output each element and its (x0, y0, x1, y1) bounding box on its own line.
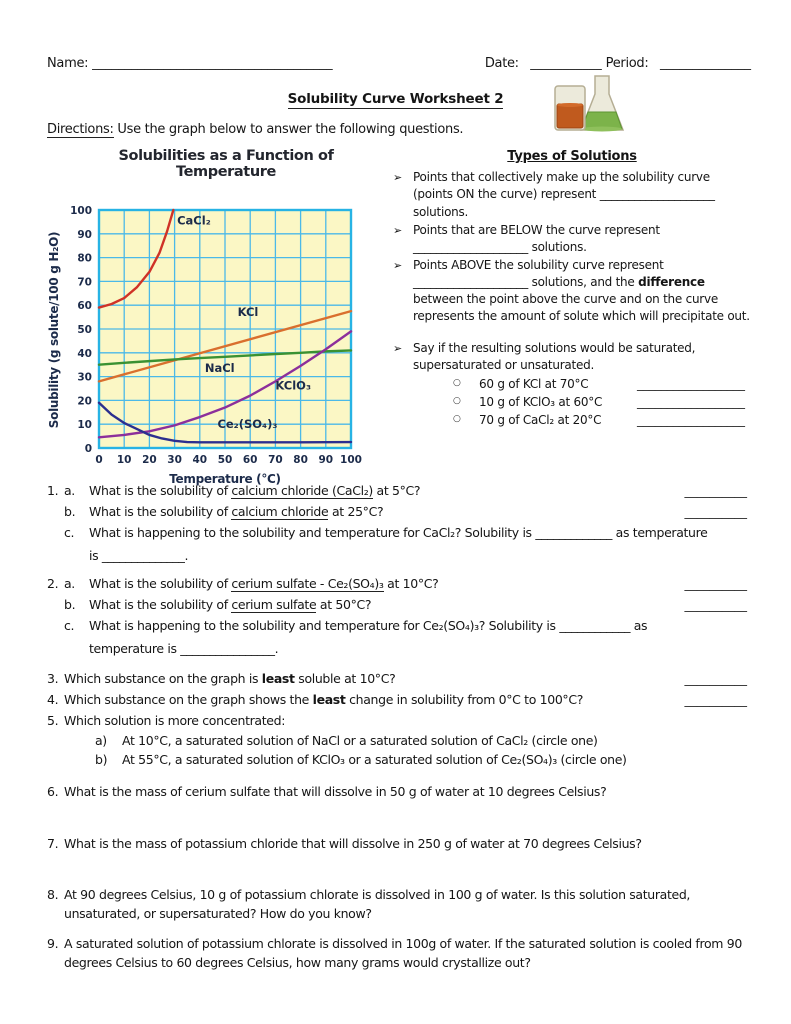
question-1c-cont: is ______________. (89, 548, 189, 564)
svg-text:40: 40 (77, 347, 92, 360)
svg-text:50: 50 (77, 324, 92, 336)
svg-text:80: 80 (77, 252, 92, 265)
svg-text:60: 60 (77, 300, 92, 313)
answer-blank[interactable]: __________ (684, 691, 747, 707)
tos-bullet-below-curve (393, 222, 751, 256)
tos-bullet-on-curve (393, 169, 751, 220)
arrow-bullet-icon: ➢ (393, 171, 402, 185)
svg-text:80: 80 (293, 454, 308, 466)
questions-section (47, 482, 747, 974)
directions-label: Directions: (47, 122, 114, 137)
question-1b: b. What is the solubility of calcium chloride at 25°C? __________ (47, 503, 747, 522)
svg-text:0: 0 (95, 454, 103, 466)
solubility-chart (47, 148, 379, 492)
answer-blank[interactable]: __________ (684, 576, 747, 591)
question-4: 4. Which substance on the graph shows the least change in solubility from 0°C to 100°C? __________ (47, 691, 747, 710)
svg-text:30: 30 (167, 454, 182, 466)
difference-bold-text: difference (638, 274, 705, 289)
page-title: Solubility Curve Worksheet 2 (287, 91, 504, 107)
name-blank[interactable]: _____________________________________ (92, 56, 333, 71)
svg-text:70: 70 (77, 276, 92, 289)
svg-text:40: 40 (192, 454, 208, 466)
svg-text:0: 0 (84, 443, 92, 455)
question-8: 8. At 90 degrees Celsius, 10 g of potassium chlorate is dissolved in 100 g of water. Is this solution saturated, unsaturated, or supersaturated? How do you know? (47, 887, 691, 921)
svg-text:50: 50 (217, 454, 233, 466)
question-7: 7. What is the mass of potassium chloride that will dissolve in 250 g of water at 70 degrees Celsius? (47, 835, 642, 851)
question-5b: b) At 55°C, a saturated solution of KClO₃ or a saturated solution of Ce₂(SO₄)₃ (circle one) (95, 752, 627, 767)
question-2b: b. What is the solubility of cerium sulfate at 50°C? __________ (47, 596, 747, 615)
answer-blank[interactable]: __________ (684, 671, 747, 686)
curve-label-KCl: KCl (237, 304, 259, 319)
saturation-item-kclo3: ○ 10 g of KClO₃ at 60°C __________________ (453, 394, 745, 409)
tos-bullet-above-curve: ➢ Points ABOVE the solubility curve represent ____________________ solutions, and the difference between the point above the curve and on the curve represents the amount of solute which will precipitate out. (393, 257, 751, 325)
name-label: Name: (47, 56, 89, 71)
circle-bullet-icon: ○ (453, 395, 461, 406)
tos-bullet-on-curve-text: Points that collectively make up the solubility curve (points ON the curve) represent ____________________ solutions. (413, 170, 715, 219)
answer-blank[interactable]: __________ (684, 596, 747, 612)
answer-blank[interactable]: __________________ (637, 412, 745, 427)
curve-label-NaCl: NaCl (204, 360, 235, 375)
tos-bullet-above-curve-text: Points ABOVE the solubility curve represent ____________________ solutions, and the (413, 257, 664, 289)
circle-bullet-icon: ○ (453, 413, 461, 424)
svg-text:10: 10 (77, 419, 92, 432)
svg-text:10: 10 (116, 454, 132, 466)
y-axis-label: Solubility (g solute/100 g H₂O) (47, 231, 61, 429)
question-5a: a) At 10°C, a saturated solution of NaCl or a saturated solution of CaCl₂ (circle one) (95, 733, 598, 749)
saturation-item-kcl: ○ 60 g of KCl at 70°C __________________ (453, 376, 745, 391)
question-5: 5. Which solution is more concentrated: (47, 712, 286, 728)
beaker-icon (555, 86, 585, 130)
chart-title: Solubilities as a Function of Temperature (118, 148, 334, 180)
header (47, 56, 751, 71)
answer-blank[interactable]: __________________ (637, 376, 745, 391)
circle-bullet-icon: ○ (453, 377, 461, 388)
question-6: 6. What is the mass of cerium sulfate that will dissolve in 50 g of water at 10 degrees Celsius? (47, 783, 607, 799)
question-3: 3. Which substance on the graph is least soluble at 10°C? __________ (47, 670, 747, 689)
arrow-bullet-icon: ➢ (393, 223, 402, 237)
curve-label-CaCl2: CaCl₂ (177, 213, 211, 228)
directions (47, 122, 463, 137)
tos-bullet-say-if (393, 340, 751, 374)
svg-text:20: 20 (77, 395, 92, 408)
answer-blank[interactable]: __________ (684, 483, 747, 498)
directions-text: Use the graph below to answer the following questions. (113, 122, 464, 137)
svg-text:90: 90 (77, 228, 92, 241)
question-1a: 1. a. What is the solubility of calcium chloride (CaCl₂) at 5°C? __________ (47, 482, 747, 501)
period-blank[interactable]: ______________ (660, 56, 751, 71)
date-label: Date: (484, 56, 519, 71)
svg-text:30: 30 (77, 371, 92, 384)
types-of-solutions (393, 148, 751, 492)
date-blank[interactable]: ___________ (530, 56, 602, 71)
curve-label-Ce2(SO4)3: Ce₂(SO₄)₃ (217, 416, 278, 431)
svg-text:90: 90 (318, 454, 334, 466)
types-of-solutions-heading: Types of Solutions (507, 149, 637, 164)
erlenmeyer-flask-icon (581, 76, 623, 132)
flasks-illustration (537, 74, 645, 138)
arrow-bullet-icon: ➢ (393, 258, 402, 272)
question-2c-cont: temperature is ________________. (89, 641, 279, 657)
svg-text:20: 20 (142, 454, 157, 466)
question-2c: c. What is happening to the solubility and temperature for Ce₂(SO₄)₃? Solubility is ____________ as (64, 617, 648, 633)
tos-bullet-say-if-text: Say if the resulting solutions would be saturated, supersaturated or unsaturated. (413, 340, 696, 372)
period-label: Period: (605, 56, 649, 71)
arrow-bullet-icon: ➢ (393, 341, 402, 355)
question-1c: c. What is happening to the solubility and temperature for CaCl₂? Solubility is _____________ as temperature (64, 524, 708, 540)
answer-blank[interactable]: __________ (684, 503, 747, 519)
svg-text:100: 100 (70, 205, 92, 217)
svg-text:60: 60 (242, 454, 258, 466)
question-9: 9. A saturated solution of potassium chlorate is dissolved in 100g of water. If the saturated solution is cooled from 90 degrees Celsius to 60 degrees Celsius, how many grams would crystallize out? (47, 935, 742, 970)
tos-bullet-below-curve-text: Points that are BELOW the curve represent ____________________ solutions. (413, 222, 660, 254)
curve-label-KClO3: KClO₃ (275, 378, 311, 393)
answer-blank[interactable]: __________________ (637, 394, 745, 409)
saturation-item-cacl2: ○ 70 g of CaCl₂ at 20°C __________________ (453, 412, 745, 427)
question-2a: 2. a. What is the solubility of cerium sulfate - Ce₂(SO₄)₃ at 10°C? __________ (47, 575, 747, 594)
svg-text:100: 100 (340, 454, 362, 466)
chart-canvas (47, 180, 379, 488)
x-axis-label: Temperature (°C) (169, 472, 281, 486)
svg-text:70: 70 (268, 454, 283, 466)
